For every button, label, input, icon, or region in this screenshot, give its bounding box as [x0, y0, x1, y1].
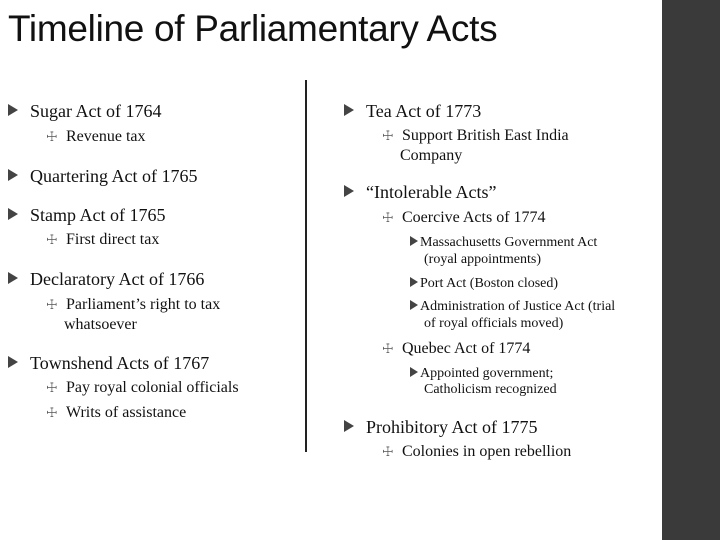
declaratory-act-label: Declaratory Act of 1766: [30, 269, 205, 289]
sugar-act-label: Sugar Act of 1764: [30, 101, 162, 121]
quebec-act-sub: ☩ Quebec Act of 1774: [382, 340, 531, 357]
townshend-acts-sub-1: ☩ Pay royal colonial officials: [46, 379, 239, 396]
sugar-act-item: [8, 101, 161, 122]
cross-bullet-icon: ☩: [46, 130, 58, 145]
cross-bullet-icon: ☩: [382, 445, 394, 460]
triangle-bullet-icon: [410, 367, 418, 377]
column-divider: [305, 80, 307, 452]
page-title: Timeline of Parliamentary Acts: [8, 8, 498, 49]
triangle-bullet-icon: [8, 169, 18, 181]
triangle-bullet-icon: [8, 356, 18, 368]
quartering-act-label: Quartering Act of 1765: [30, 166, 198, 186]
massachusetts-government-act: Massachusetts Government Act: [410, 235, 597, 251]
tea-act-sub-cont: Company: [400, 147, 463, 164]
prohibitory-act-item: [344, 417, 538, 438]
declaratory-act-sub: ☩ Parliament’s right to tax: [46, 296, 221, 313]
stamp-act-sub: ☩ First direct tax: [46, 231, 160, 248]
sugar-act-sub: ☩ Revenue tax: [46, 128, 146, 145]
administration-of-justice-act: Administration of Justice Act (trial: [410, 299, 615, 315]
stamp-act-label: Stamp Act of 1765: [30, 205, 166, 225]
port-act: Port Act (Boston closed): [410, 276, 558, 292]
triangle-bullet-icon: [8, 272, 18, 284]
quebec-act-detail-cont: Catholicism recognized: [424, 382, 557, 397]
cross-bullet-icon: ☩: [382, 129, 394, 144]
cross-bullet-icon: ☩: [382, 342, 394, 357]
tea-act-sub: ☩ Support British East India: [382, 127, 569, 144]
townshend-acts-item: [8, 353, 209, 374]
triangle-bullet-icon: [8, 104, 18, 116]
triangle-bullet-icon: [410, 300, 418, 310]
declaratory-act-sub-cont: whatsoever: [64, 316, 137, 333]
townshend-acts-sub-2: ☩ Writs of assistance: [46, 404, 187, 421]
tea-act-item: [344, 101, 481, 122]
cross-bullet-icon: ☩: [46, 298, 58, 313]
triangle-bullet-icon: [8, 208, 18, 220]
tea-act-label: Tea Act of 1773: [366, 101, 482, 121]
massachusetts-government-act-cont: (royal appointments): [424, 252, 542, 267]
side-bar: [662, 0, 720, 540]
intolerable-acts-label: “Intolerable Acts”: [366, 182, 497, 202]
quartering-act-item: [8, 166, 197, 187]
cross-bullet-icon: ☩: [382, 211, 394, 226]
triangle-bullet-icon: [344, 104, 354, 116]
cross-bullet-icon: ☩: [46, 381, 58, 396]
coercive-acts-sub: ☩ Coercive Acts of 1774: [382, 209, 546, 226]
triangle-bullet-icon: [344, 185, 354, 197]
cross-bullet-icon: ☩: [46, 233, 58, 248]
declaratory-act-item: [8, 269, 204, 290]
triangle-bullet-icon: [410, 277, 418, 287]
cross-bullet-icon: ☩: [46, 406, 58, 421]
prohibitory-act-sub: ☩ Colonies in open rebellion: [382, 443, 572, 460]
intolerable-acts-item: [344, 182, 496, 203]
triangle-bullet-icon: [410, 236, 418, 246]
administration-of-justice-act-cont: of royal officials moved): [424, 316, 564, 331]
quebec-act-detail: Appointed government;: [410, 366, 553, 382]
prohibitory-act-label: Prohibitory Act of 1775: [366, 417, 538, 437]
triangle-bullet-icon: [344, 420, 354, 432]
townshend-acts-label: Townshend Acts of 1767: [30, 353, 210, 373]
stamp-act-item: [8, 205, 166, 226]
